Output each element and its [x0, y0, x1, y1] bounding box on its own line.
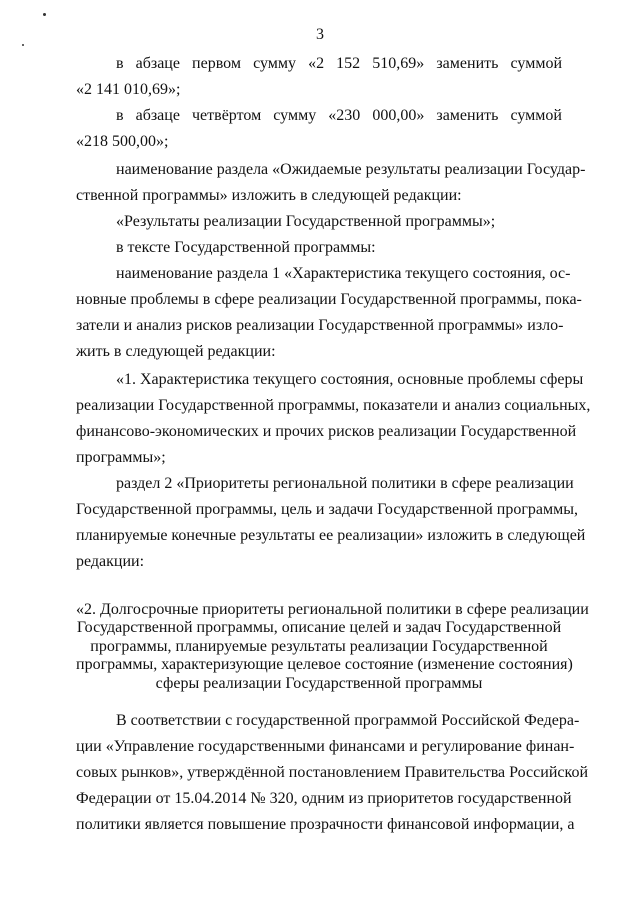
page-number: 3: [316, 26, 324, 43]
text-line: в абзаце первом сумму «2 152 510,69» заменить суммой: [116, 55, 562, 72]
text-line: реализации Государственной программы, показатели и анализ социальных,: [76, 397, 591, 414]
text-line: Федерации от 15.04.2014 № 320, одним из приоритетов государственной: [76, 790, 572, 807]
text-line: совых рынков», утверждённой постановлением Правительства Российской: [76, 764, 589, 781]
text-line: планируемые конечные результаты ее реализации» изложить в следующей: [76, 527, 586, 544]
text-line: в тексте Государственной программы:: [116, 239, 376, 256]
text-line: новные проблемы в сфере реализации Государственной программы, пока-: [76, 291, 582, 308]
text-line: «Результаты реализации Государственной программы»;: [116, 213, 496, 230]
text-line: жить в следующей редакции:: [76, 343, 276, 360]
scan-speck: [43, 13, 46, 16]
text-line: ции «Управление государственными финансами и регулирование финан-: [76, 738, 575, 755]
text-line: наименование раздела 1 «Характеристика текущего состояния, ос-: [116, 265, 571, 282]
text-line: затели и анализ рисков реализации Государственной программы» изло-: [76, 317, 564, 334]
heading-line: программы, характеризующие целевое состояние (изменение состояния): [76, 656, 573, 674]
scan-speck: [22, 44, 24, 46]
text-line: программы»;: [76, 449, 166, 466]
section-heading: [76, 601, 589, 693]
text-line: «1. Характеристика текущего состояния, основные проблемы сферы: [116, 371, 584, 388]
text-line: редакции:: [76, 553, 145, 570]
heading-line: сферы реализации Государственной программы: [155, 674, 483, 692]
text-line: наименование раздела «Ожидаемые результаты реализации Государ-: [116, 161, 586, 178]
heading-line: программы, планируемые результаты реализации Государственной: [90, 637, 548, 655]
heading-line: Государственной программы, описание целей и задач Государственной: [76, 619, 562, 637]
text-line: финансово-экономических и прочих рисков реализации Государственной: [76, 423, 577, 440]
text-line: раздел 2 «Приоритеты региональной политики в сфере реализации: [116, 475, 574, 492]
text-line: «2 141 010,69»;: [76, 81, 181, 98]
text-line: в абзаце четвёртом сумму «230 000,00» заменить суммой: [116, 107, 562, 124]
heading-line: «2. Долгосрочные приоритеты региональной политики в сфере реализации: [76, 601, 589, 618]
text-line: Государственной программы, цель и задачи Государственной программы,: [76, 501, 579, 518]
text-line: ственной программы» изложить в следующей редакции:: [76, 187, 462, 204]
text-line: «218 500,00»;: [76, 133, 169, 150]
text-line: политики является повышение прозрачности финансовой информации, а: [76, 816, 575, 833]
text-line: В соответствии с государственной программой Российской Федера-: [116, 712, 580, 729]
